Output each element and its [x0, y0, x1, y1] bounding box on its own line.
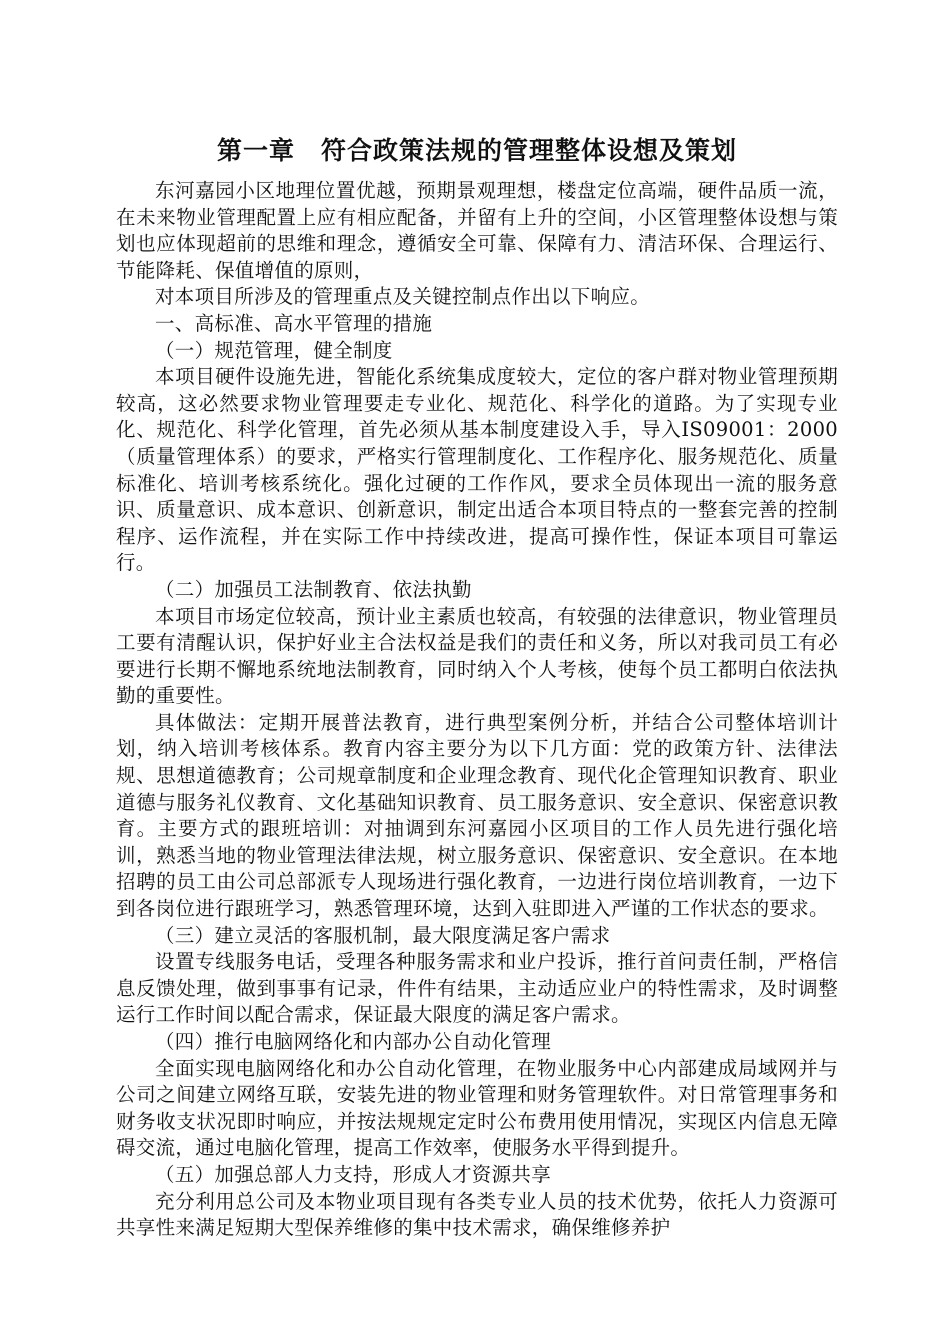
subsection-heading-3: （三）建立灵活的客服机制，最大限度满足客户需求: [155, 923, 611, 947]
paragraph-customer-service: 设置专线服务电话，受理各种服务需求和业户投诉，推行首问责任制，严格信息反馈处理，做到事事有记录，件件有结果，主动适应业户的特性需求，及时调整运行工作时间以配合需求，保证最大限度的满足客户需求。: [116, 950, 838, 1027]
paragraph-specific-practices: 具体做法：定期开展普法教育，进行典型案例分析，并结合公司整体培训计划，纳入培训考核体系。教育内容主要分为以下几方面：党的政策方针、法律法规、思想道德教育；公司规章制度和企业理念教育、现代化企管理知识教育、职业道德与服务礼仪教育、文化基础知识教育、员工服务意识、安全意识、保密意识教育。主要方式的跟班培训：对抽调到东河嘉园小区项目的工作人员先进行强化培训，熟悉当地的物业管理法律法规，树立服务意识、保密意识、安全意识。在本地招聘的员工由公司总部派专人现场进行强化教育，一边进行岗位培训教育，一边下到各岗位进行跟班学习，熟悉管理环境，达到入驻即进入严谨的工作状态的要求。: [116, 710, 838, 921]
paragraph-legal-education: 本项目市场定位较高，预计业主素质也较高，有较强的法律意识，物业管理员工要有清醒认识，保护好业主合法权益是我们的责任和义务，所以对我司员工有必要进行长期不懈地系统地法制教育，同时纳入个人考核，使每个员工都明白依法执勤的重要性。: [116, 604, 838, 708]
paragraph-intro: 东河嘉园小区地理位置优越，预期景观理想，楼盘定位高端，硬件品质一流，在未来物业管理配置上应有相应配备，并留有上升的空间，小区管理整体设想与策划也应体现超前的思维和理念，遵循安全可靠、保障有力、清洁环保、合理运行、节能降耗、保值增值的原则，: [116, 179, 838, 282]
chapter-title: 第一章 符合政策法规的管理整体设想及策划: [216, 136, 737, 165]
subsection-heading-2: （二）加强员工法制教育、依法执勤: [155, 577, 472, 601]
section-heading-1: 一、高标准、高水平管理的措施: [155, 311, 433, 335]
subsection-heading-4: （四）推行电脑网络化和内部办公自动化管理: [155, 1030, 552, 1053]
document-page: [116, 132, 838, 1242]
paragraph-standardized-management: 本项目硬件设施先进，智能化系统集成度较大，定位的客户群对物业管理预期较高，这必然要求物业管理要走专业化、规范化、科学化的道路。为了实现专业化、规范化、科学化管理，首先必须从基本制度建设入手，导入IS09001：2000（质量管理体系）的要求，严格实行管理制度化、工作程序化、服务规范化、质量标准化、培训考核系统化。强化过硬的工作作风，要求全员体现出一流的服务意识、质量意识、成本意识、创新意识，制定出适合本项目特点的一整套完善的控制程序、运作流程，并在实际工作中持续改进，提高可操作性，保证本项目可靠运行。: [116, 365, 838, 575]
paragraph-hr-support: 充分利用总公司及本物业项目现有各类专业人员的技术优势，依托人力资源可共享性来满足短期大型保养维修的集中技术需求，确保维修养护: [116, 1189, 838, 1240]
subsection-heading-1: （一）规范管理，健全制度: [155, 338, 393, 362]
paragraph-response: 对本项目所涉及的管理重点及关键控制点作出以下响应。: [155, 285, 651, 309]
subsection-heading-5: （五）加强总部人力支持，形成人才资源共享: [155, 1162, 552, 1186]
paragraph-office-automation: 全面实现电脑网络化和办公自动化管理，在物业服务中心内部建成局域网并与公司之间建立网络互联，安装先进的物业管理和财务管理软件。对日常管理事务和财务收支状况即时响应，并按法规规定定时公布费用使用情况，实现区内信息无障碍交流，通过电脑化管理，提高工作效率，使服务水平得到提升。: [116, 1056, 838, 1160]
